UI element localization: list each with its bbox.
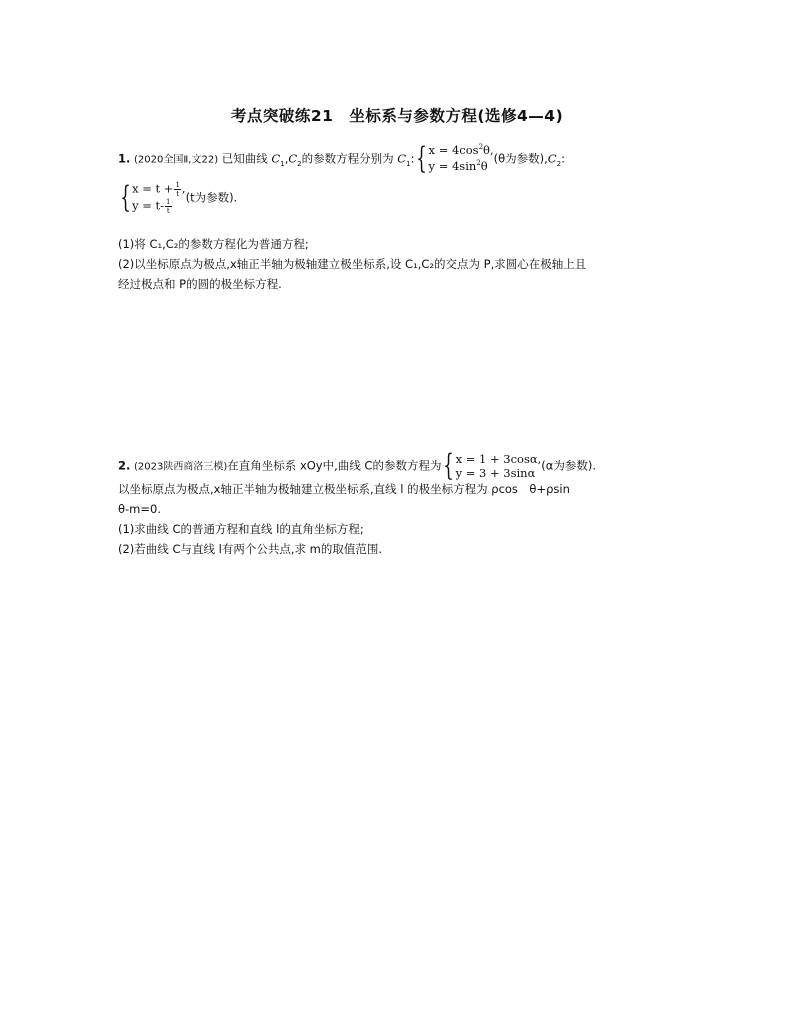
colon-2: : <box>561 151 565 166</box>
equation-c2-row-1: x = t + $\frac{1}{t}$ , <box>132 181 186 198</box>
equation-c2-row-2: y = t- $\frac{1}{t}$ <box>132 198 171 215</box>
equation-c1-param: (θ为参数), <box>493 151 548 166</box>
problem-1-number: 1. <box>118 151 131 166</box>
curve-c1-label-sub: 1 <box>406 159 411 168</box>
left-brace-icon: { <box>120 180 131 215</box>
problem-1-text-b: 的参数方程分别为 <box>301 151 394 166</box>
problem-2-question-1: (1)求曲线 C的普通方程和直线 l的直角坐标方程; <box>118 522 364 536</box>
equation-system-c2 <box>132 181 185 215</box>
curve-c1-sub: 1 <box>280 159 285 168</box>
left-brace-icon: { <box>443 448 455 483</box>
equation-system-c1 <box>429 143 494 175</box>
page-title: 考点突破练21 坐标系与参数方程(选修4—4) <box>230 107 564 125</box>
equation-c1-row-2: $y = 4\sin^2\theta$ <box>428 159 488 173</box>
problem-1-stem <box>118 143 565 175</box>
equation-system-curve-c <box>456 452 542 480</box>
problem-2-text-a: 在直角坐标系 xOy中,曲线 C的参数方程为 <box>227 458 442 473</box>
problem-1-question-1: (1)将 C₁,C₂的参数方程化为普通方程; <box>118 237 309 251</box>
problem-1-text-a: 已知曲线 <box>221 151 268 166</box>
curve-c1: C <box>271 151 281 166</box>
problem-1-source: (2020全国Ⅱ,文22) <box>134 154 219 166</box>
equation-c1-row-1: $x = 4\cos^2\theta$, <box>428 143 494 157</box>
problem-1-question-2-line-1: (2)以坐标原点为极点,x轴正半轴为极轴建立极坐标系,设 C₁,C₂的交点为 P,求圆心在极轴上且 <box>118 257 587 271</box>
equation-c2-param: (t为参数). <box>185 190 238 205</box>
problem-2-source: (2023陕西商洛三模) <box>134 461 228 473</box>
problem-2-stem <box>118 448 596 483</box>
curve-c2-label-sub: 2 <box>556 159 562 168</box>
problem-2-line-3: θ-m=0. <box>118 502 161 516</box>
curve-c2-label: C <box>547 151 557 166</box>
curve-c2-sub: 2 <box>297 159 302 168</box>
equation-c-param: (α为参数). <box>541 458 596 473</box>
curve-c1-label: C <box>397 151 407 166</box>
problem-2-number: 2. <box>118 458 131 473</box>
problem-1-equation-c2 <box>118 181 237 215</box>
problem-2-question-2: (2)若曲线 C与直线 l有两个公共点,求 m的取值范围. <box>118 542 382 556</box>
equation-c-row-1: x = 1 + 3cosα, <box>455 452 542 466</box>
equation-c-row-2: y = 3 + 3sinα <box>455 466 536 480</box>
colon: : <box>410 151 415 166</box>
left-brace-icon: { <box>416 141 428 176</box>
comma: , <box>284 151 289 166</box>
curve-c2: C <box>288 151 298 166</box>
problem-2-line-2: 以坐标原点为极点,x轴正半轴为极轴建立极坐标系,直线 l 的极坐标方程为 ρcos θ+ρsin <box>118 482 570 496</box>
problem-1-question-2-line-2: 经过极点和 P的圆的极坐标方程. <box>118 277 282 291</box>
